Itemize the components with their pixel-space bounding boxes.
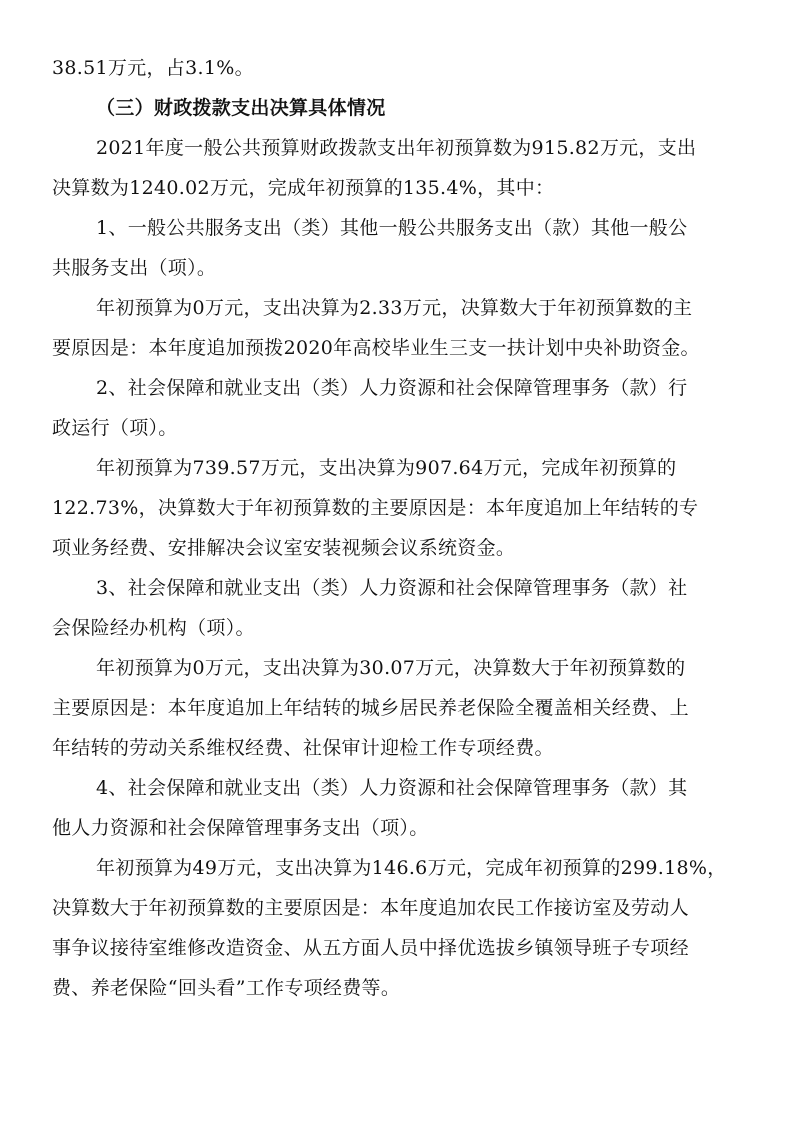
paragraph-item-2-detail <box>52 448 752 568</box>
text-line: 2021年度一般公共预算财政拨款支出年初预算数为915.82万元，支出 <box>96 137 697 159</box>
text-line: 3、社会保障和就业支出（类）人力资源和社会保障管理事务（款）社 <box>96 577 688 599</box>
paragraph-item-2 <box>52 368 752 448</box>
text-line: 项业务经费、安排解决会议室安装视频会议系统资金。 <box>52 537 516 559</box>
paragraph-item-3-detail <box>52 648 752 768</box>
text-line: 会保险经办机构（项）。 <box>52 617 255 639</box>
text-line: 年初预算为0万元，支出决算为2.33万元，决算数大于年初预算数的主 <box>96 297 693 319</box>
text-line: 4、社会保障和就业支出（类）人力资源和社会保障管理事务（款）其 <box>96 777 688 799</box>
text-line: 1、一般公共服务支出（类）其他一般公共服务支出（款）其他一般公 <box>96 217 688 239</box>
text-line: 年初预算为49万元，支出决算为146.6万元，完成年初预算的299.18%， <box>96 857 727 879</box>
text-line: 主要原因是：本年度追加上年结转的城乡居民养老保险全覆盖相关经费、上 <box>52 697 689 719</box>
paragraph-item-3 <box>52 568 752 648</box>
text-line: 政运行（项）。 <box>52 417 178 439</box>
text-line: 费、养老保险“回头看”工作专项经费等。 <box>52 977 401 999</box>
text-line: 38.51万元，占3.1%。 <box>52 57 254 79</box>
text-line: 2、社会保障和就业支出（类）人力资源和社会保障管理事务（款）行 <box>96 377 688 399</box>
text-line: 122.73%，决算数大于年初预算数的主要原因是：本年度追加上年结转的专 <box>52 497 699 519</box>
text-line: 决算数为1240.02万元，完成年初预算的135.4%，其中： <box>52 177 555 199</box>
paragraph-item-1 <box>52 208 752 288</box>
document-page <box>52 48 752 1008</box>
section-heading: （三）财政拨款支出决算具体情况 <box>96 97 386 119</box>
text-line: 共服务支出（项）。 <box>52 257 217 279</box>
text-line: 事争议接待室维修改造资金、从五方面人员中择优选拔乡镇领导班子专项经 <box>52 937 689 959</box>
text-line: 他人力资源和社会保障管理事务支出（项）。 <box>52 817 429 839</box>
paragraph-item-1-detail <box>52 288 752 368</box>
paragraph-item-4-detail <box>52 848 752 1008</box>
paragraph-summary <box>52 128 752 208</box>
text-line: 决算数大于年初预算数的主要原因是：本年度追加农民工作接访室及劳动人 <box>52 897 689 919</box>
text-line: 要原因是：本年度追加预拨2020年高校毕业生三支一扶计划中央补助资金。 <box>52 337 700 359</box>
text-line: 年初预算为739.57万元，支出决算为907.64万元，完成年初预算的 <box>96 457 677 479</box>
text-line: 年初预算为0万元，支出决算为30.07万元，决算数大于年初预算数的 <box>96 657 686 679</box>
paragraph-item-4 <box>52 768 752 848</box>
text-line: 年结转的劳动关系维权经费、社保审计迎检工作专项经费。 <box>52 737 554 759</box>
